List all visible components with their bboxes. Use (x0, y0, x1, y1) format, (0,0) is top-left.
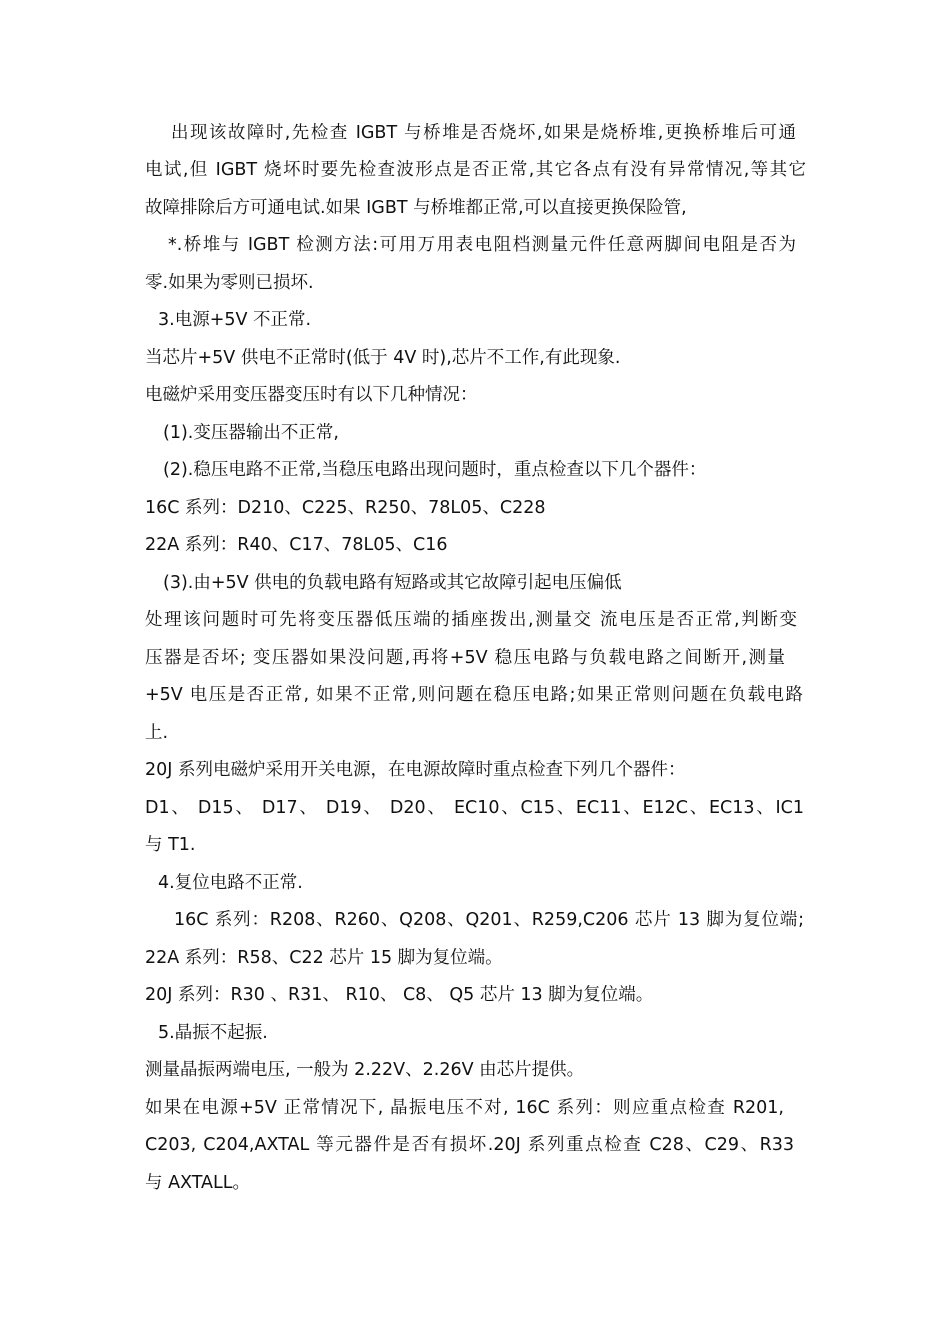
list-item-2: (2).稳压电路不正常,当稳压电路出现问题时，重点检查以下几个器件： (163, 460, 707, 480)
paragraph-line-24: 20J 系列：R30 、R31、 R10、 C8、 Q5 芯片 13 脚为复位端。 (145, 985, 654, 1005)
paragraph-line-19: D1、 D15、 D17、 D19、 D20、 EC10、C15、EC11、E12C、EC13、IC1 (145, 798, 804, 818)
paragraph-line-20: 与 T1. (145, 835, 196, 855)
paragraph-line-14: 处理该问题时可先将变压器低压端的插座拨出,测量交 流电压是否正常,判断变 (145, 610, 797, 630)
paragraph-line-4: *.桥堆与 IGBT 检测方法:可用万用表电阻档测量元件任意两脚间电阻是否为 (168, 235, 796, 255)
paragraph-line-17: 上. (145, 723, 169, 743)
paragraph-line-8: 电磁炉采用变压器变压时有以下几种情况： (145, 385, 478, 405)
section-heading-4: 4.复位电路不正常. (158, 873, 303, 893)
paragraph-line-16: +5V 电压是否正常, 如果不正常,则问题在稳压电路;如果正常则问题在负载电路 (145, 685, 803, 705)
paragraph-line-12: 22A 系列：R40、C17、78L05、C16 (145, 535, 448, 555)
paragraph-line-3: 故障排除后方可通电试.如果 IGBT 与桥堆都正常,可以直接更换保险管, (145, 198, 687, 218)
paragraph-line-11: 16C 系列：D210、C225、R250、78L05、C228 (145, 498, 546, 518)
paragraph-line-15: 压器是否坏; 变压器如果没问题,再将+5V 稳压电路与负载电路之间断开,测量 (145, 648, 785, 668)
paragraph-line-2: 电试,但 IGBT 烧坏时要先检查波形点是否正常,其它各点有没有异常情况,等其它 (145, 160, 806, 180)
paragraph-line-7: 当芯片+5V 供电不正常时(低于 4V 时),芯片不工作,有此现象. (145, 348, 621, 368)
paragraph-line-22: 16C 系列：R208、R260、Q208、Q201、R259,C206 芯片 13 脚为复位端; (174, 910, 804, 930)
paragraph-line-29: 与 AXTALL。 (145, 1173, 251, 1193)
paragraph-line-27: 如果在电源+5V 正常情况下, 晶振电压不对, 16C 系列：则应重点检查 R201, (145, 1098, 784, 1118)
paragraph-line-28: C203, C204,AXTAL 等元器件是否有损坏.20J 系列重点检查 C28、C29、R33 (145, 1135, 794, 1155)
list-item-3: (3).由+5V 供电的负载电路有短路或其它故障引起电压偏低 (163, 573, 622, 593)
paragraph-line-18: 20J 系列电磁炉采用开关电源，在电源故障时重点检查下列几个器件： (145, 760, 686, 780)
section-heading-3: 3.电源+5V 不正常. (158, 310, 312, 330)
paragraph-line-1: 出现该故障时,先检查 IGBT 与桥堆是否烧坏,如果是烧桥堆,更换桥堆后可通 (171, 123, 796, 143)
paragraph-line-23: 22A 系列：R58、C22 芯片 15 脚为复位端。 (145, 948, 503, 968)
section-heading-5: 5.晶振不起振. (158, 1023, 268, 1043)
paragraph-line-5: 零.如果为零则已损坏. (145, 273, 314, 293)
list-item-1: (1).变压器输出不正常, (163, 423, 339, 443)
paragraph-line-26: 测量晶振两端电压, 一般为 2.22V、2.26V 由芯片提供。 (145, 1060, 585, 1080)
